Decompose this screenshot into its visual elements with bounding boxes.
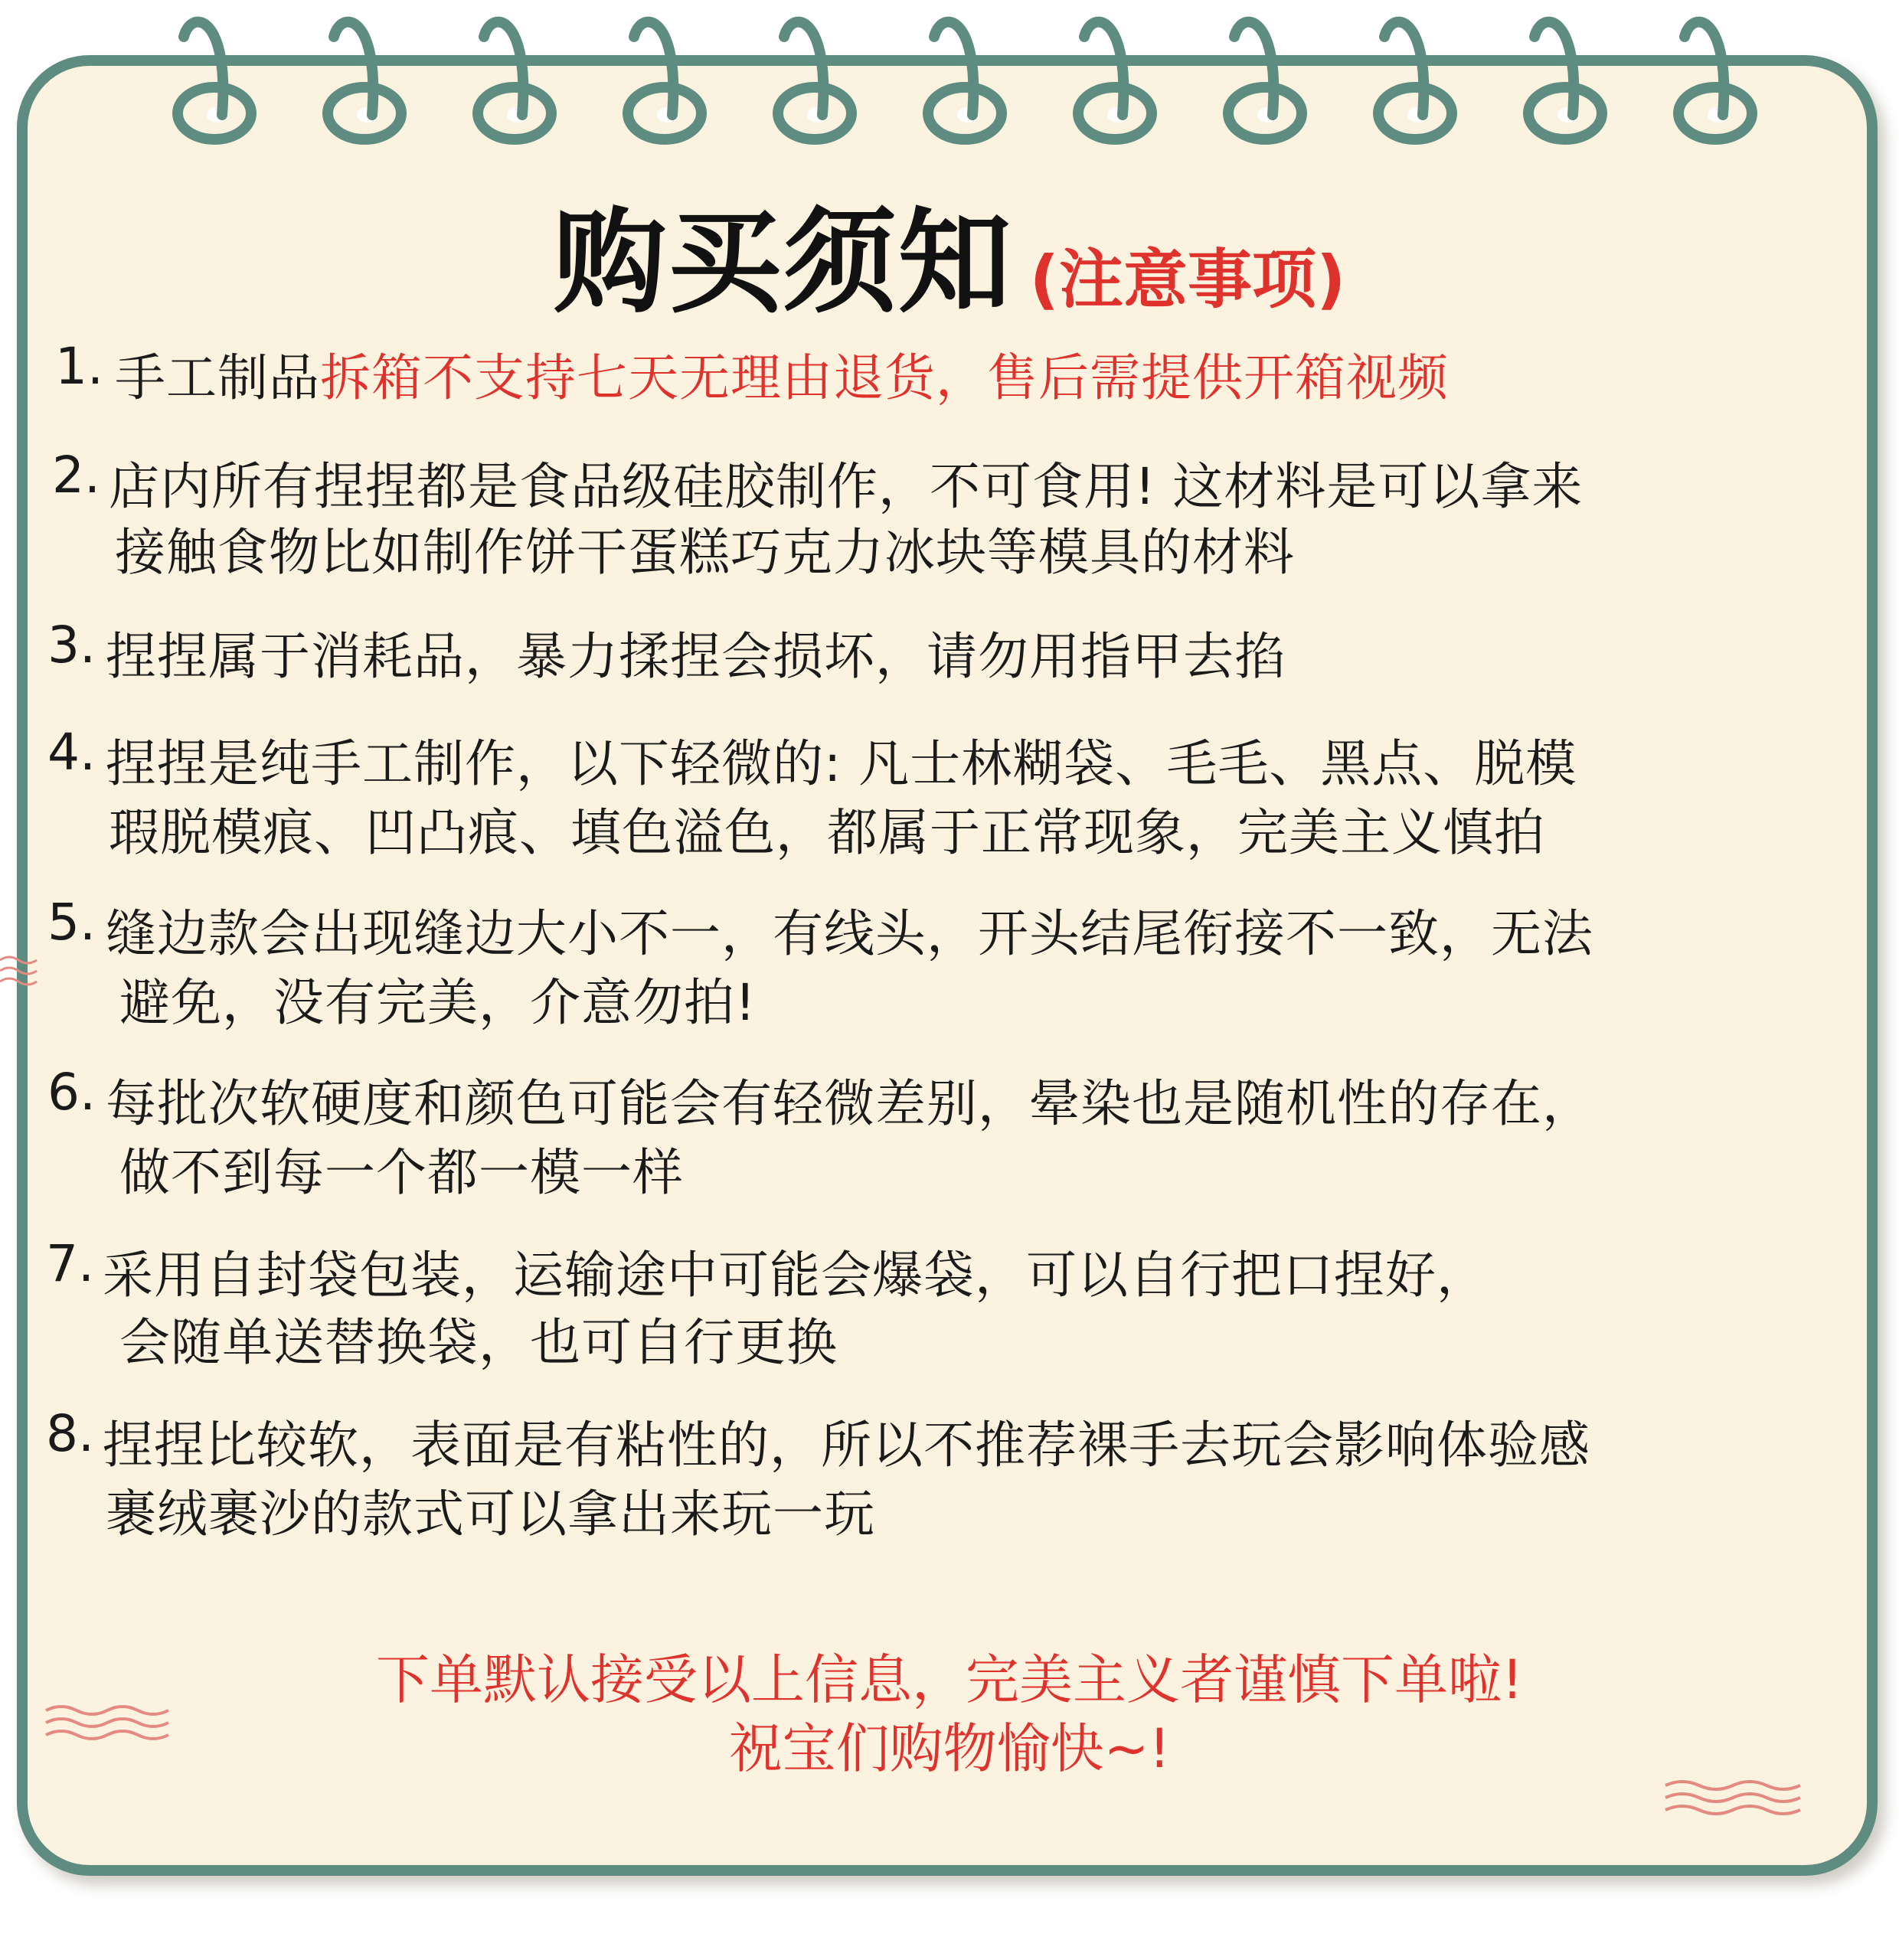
footer-greeting: 祝宝们购物愉快~! [728, 1717, 1171, 1780]
list-item-text-plain: 手工制品 [115, 348, 320, 407]
list-item-number: 3. [47, 616, 96, 675]
list-item-number: 2. [52, 446, 100, 505]
list-item-text: 每批次软硬度和颜色可能会有轻微差别，晕染也是随机性的存在， [106, 1074, 1593, 1133]
footer-notice: 下单默认接受以上信息，完美主义者谨慎下单啦! [375, 1648, 1524, 1711]
list-item-number: 4. [47, 723, 96, 782]
list-item-text: 缝边款会出现缝边大小不一，有线头，开头结尾衔接不一致，无法 [106, 904, 1593, 963]
list-item-text: 会随单送替换袋，也可自行更换 [119, 1313, 838, 1372]
list-item-text: 店内所有捏捏都是食品级硅胶制作，不可食用! 这材料是可以拿来 [109, 457, 1584, 516]
list-item-text: 裹绒裹沙的款式可以拿出来玩一玩 [106, 1485, 875, 1544]
list-item-number: 5. [47, 893, 96, 952]
page-subtitle: (注意事项) [1029, 242, 1346, 317]
list-item-text: 捏捏比较软，表面是有粘性的，所以不推荐裸手去玩会影响体验感 [103, 1416, 1590, 1475]
list-item-text: 捏捏属于消耗品，暴力揉捏会损坏，请勿用指甲去掐 [106, 627, 1286, 686]
list-item-text: 做不到每一个都一模一样 [119, 1143, 684, 1202]
list-item-text: 接触食物比如制作饼干蛋糕巧克力冰块等模具的材料 [115, 523, 1295, 582]
wave-decoration-icon [42, 1700, 176, 1753]
list-item-number: 1. [55, 337, 103, 396]
list-item-text: 采用自封袋包装，运输途中可能会爆袋，可以自行把口捏好， [103, 1246, 1488, 1305]
list-item-text: 瑕脱模痕、凹凸痕、填色溢色，都属于正常现象，完美主义慎拍 [109, 803, 1545, 862]
list-item-number: 7. [46, 1234, 94, 1293]
list-item-number: 6. [47, 1063, 96, 1122]
page-title: 购买须知 [553, 197, 1013, 328]
list-item-text: 捏捏是纯手工制作，以下轻微的: 凡士林糊袋、毛毛、黑点、脱模 [106, 734, 1577, 793]
wave-decoration-icon [1662, 1775, 1803, 1828]
list-item-number: 8. [46, 1404, 94, 1463]
list-item-text: 避免，没有完美，介意勿拍! [119, 973, 757, 1032]
list-item-text [115, 337, 1449, 410]
list-item-text-highlight: 拆箱不支持七天无理由退货，售后需提供开箱视频 [320, 348, 1449, 407]
wave-decoration-icon [0, 949, 38, 995]
